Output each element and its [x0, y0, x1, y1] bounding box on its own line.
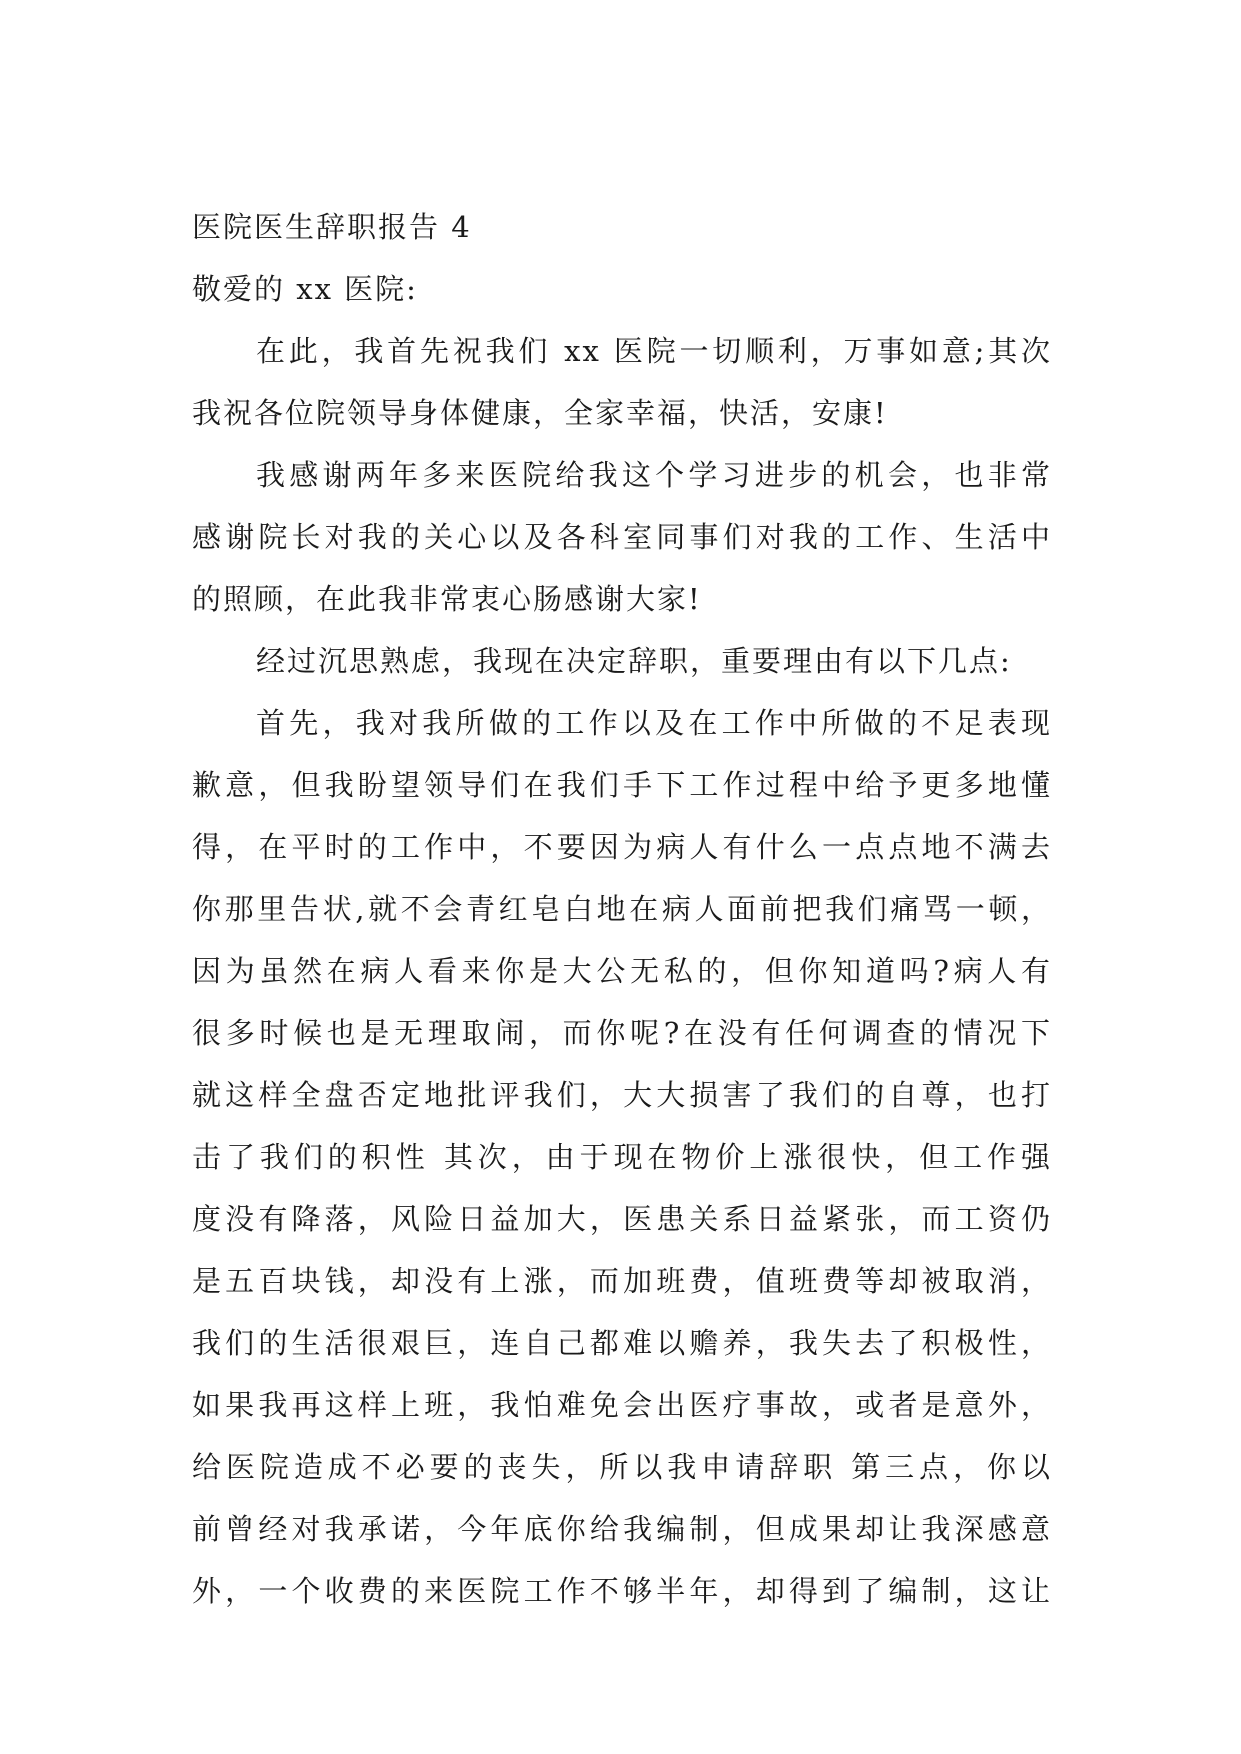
body-line: 我们的生活很艰巨，连自己都难以赡养，我失去了积极性， — [192, 1326, 1052, 1360]
body-line: 经过沉思熟虑，我现在决定辞职，重要理由有以下几点: — [256, 644, 1012, 678]
document-title: 医院医生辞职报告 4 — [192, 210, 472, 244]
body-line: 在此，我首先祝我们 xx 医院一切顺利，万事如意;其次 — [256, 334, 1052, 368]
document-body — [192, 320, 1052, 1622]
body-line: 是五百块钱，却没有上涨，而加班费，值班费等却被取消， — [192, 1264, 1052, 1298]
body-line: 度没有降落，风险日益加大，医患关系日益紧张，而工资仍 — [192, 1202, 1052, 1236]
body-line: 的照顾，在此我非常衷心肠感谢大家! — [192, 582, 702, 616]
body-line: 前曾经对我承诺，今年底你给我编制，但成果却让我深感意 — [192, 1512, 1052, 1546]
document-greeting: 敬爱的 xx 医院: — [192, 272, 418, 306]
body-line: 击了我们的积性 其次，由于现在物价上涨很快，但工作强 — [192, 1140, 1052, 1174]
body-line: 首先，我对我所做的工作以及在工作中所做的不足表现 — [256, 706, 1052, 740]
body-line: 很多时候也是无理取闹，而你呢?在没有任何调查的情况下 — [192, 1016, 1052, 1050]
body-line: 我感谢两年多来医院给我这个学习进步的机会，也非常 — [256, 458, 1052, 492]
body-line: 因为虽然在病人看来你是大公无私的，但你知道吗?病人有 — [192, 954, 1052, 988]
body-line: 歉意，但我盼望领导们在我们手下工作过程中给予更多地懂 — [192, 768, 1052, 802]
body-line: 给医院造成不必要的丧失，所以我申请辞职 第三点，你以 — [192, 1450, 1052, 1484]
body-line: 得，在平时的工作中，不要因为病人有什么一点点地不满去 — [192, 830, 1052, 864]
document-page — [192, 196, 1052, 1622]
body-line: 外，一个收费的来医院工作不够半年，却得到了编制，这让 — [192, 1574, 1052, 1608]
body-line: 你那里告状,就不会青红皂白地在病人面前把我们痛骂一顿， — [192, 892, 1052, 926]
body-line: 就这样全盘否定地批评我们，大大损害了我们的自尊，也打 — [192, 1078, 1052, 1112]
body-line: 感谢院长对我的关心以及各科室同事们对我的工作、生活中 — [192, 520, 1052, 554]
body-line: 我祝各位院领导身体健康，全家幸福，快活，安康! — [192, 396, 888, 430]
body-line: 如果我再这样上班，我怕难免会出医疗事故，或者是意外， — [192, 1388, 1052, 1422]
